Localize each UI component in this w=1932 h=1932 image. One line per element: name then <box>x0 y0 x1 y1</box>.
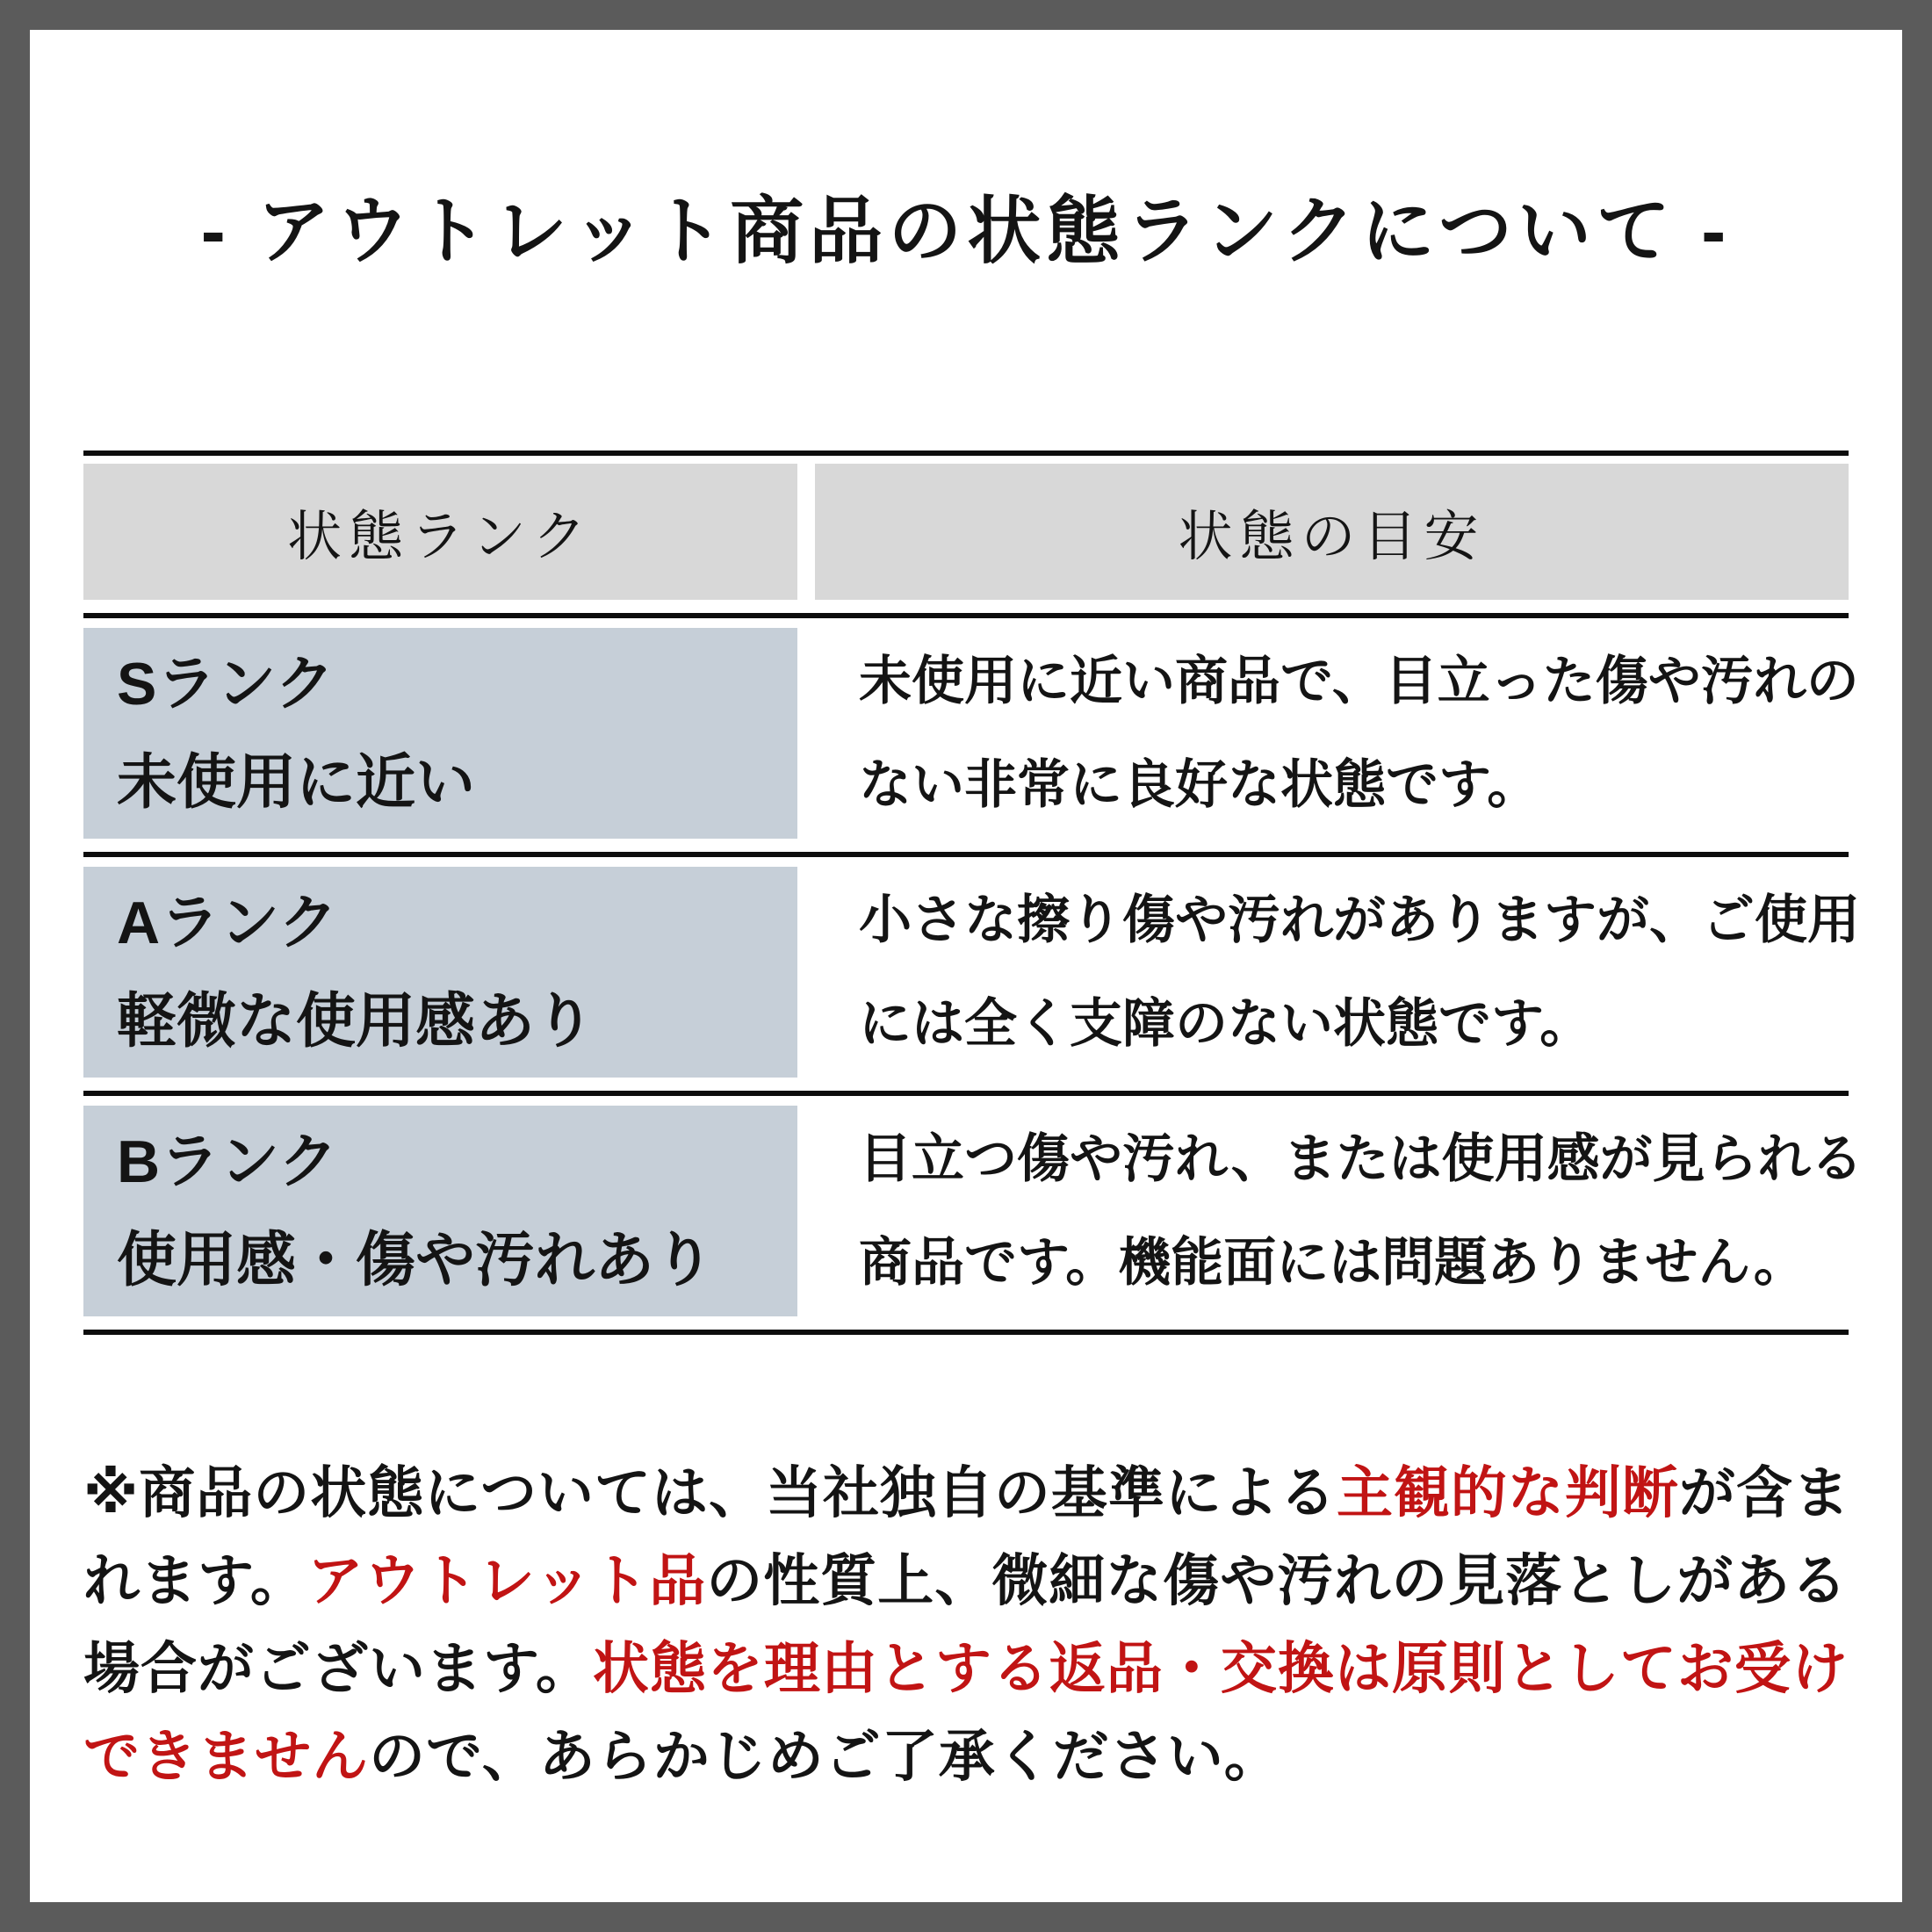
desc-cell-a <box>859 867 1860 1078</box>
note-highlight: アウトレット品 <box>306 1549 707 1612</box>
note-line <box>83 1449 1850 1537</box>
rank-cell-a <box>83 867 797 1078</box>
desc-line: には全く支障のない状態です。 <box>859 994 1593 1053</box>
rank-cell-s <box>83 628 797 839</box>
desc-line: 目立つ傷や汚れ、または使用感が見られる <box>859 1129 1864 1188</box>
table-divider <box>83 1330 1849 1335</box>
note-text: れます。 <box>83 1549 307 1612</box>
note-text: ※商品の状態については、当社独自の基準による <box>83 1461 1337 1525</box>
note-highlight: 主観的な判断 <box>1336 1461 1679 1525</box>
note-block <box>83 1449 1850 1800</box>
rank-subtitle: 未使用に近い <box>117 749 476 816</box>
desc-line: 小さな擦り傷や汚れがありますが、ご使用 <box>859 890 1860 949</box>
table-divider <box>83 451 1849 456</box>
table-divider <box>83 1091 1849 1096</box>
table-header-rank: 状態ランク <box>83 464 797 600</box>
table-divider <box>83 613 1849 618</box>
note-text: ので、あらかじめご了承ください。 <box>369 1725 1281 1788</box>
table-divider <box>83 852 1849 857</box>
note-highlight: できません <box>83 1725 369 1788</box>
note-text: が含ま <box>1678 1461 1850 1525</box>
note-line <box>83 1537 1850 1625</box>
rank-subtitle: 使用感・傷や汚れあり <box>117 1227 715 1294</box>
note-highlight: 状態を理由とする返品・交換は原則としてお受け <box>592 1637 1849 1700</box>
rank-name: Bランク <box>117 1128 338 1195</box>
rank-cell-b <box>83 1106 797 1316</box>
desc-line: ない非常に良好な状態です。 <box>859 755 1540 814</box>
note-line <box>83 1625 1850 1712</box>
desc-cell-b <box>859 1106 1864 1316</box>
desc-line: 未使用に近い商品で、目立った傷や汚れの <box>859 652 1859 710</box>
rank-name: Aランク <box>117 890 338 956</box>
rank-name: Sランク <box>117 651 335 717</box>
desc-line: 商品です。機能面には問題ありません。 <box>859 1233 1806 1292</box>
note-line <box>83 1712 1850 1800</box>
desc-cell-s <box>859 628 1859 839</box>
page-title: - アウトレット商品の状態ランクについて - <box>200 190 1732 272</box>
note-text: の性質上、微細な傷や汚れの見落としがある <box>706 1549 1849 1612</box>
note-text: 場合がございます。 <box>83 1637 593 1700</box>
rank-subtitle: 軽微な使用感あり <box>117 988 595 1055</box>
table-header-guideline: 状態の目安 <box>815 464 1849 600</box>
